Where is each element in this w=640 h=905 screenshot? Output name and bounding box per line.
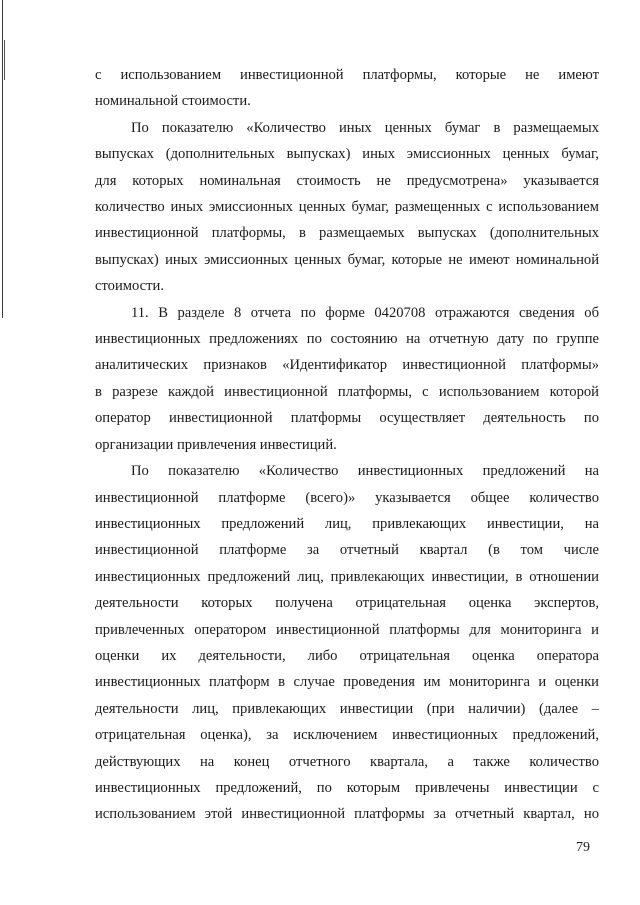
- text-line: деятельности которых получена отрицательная оценка экспертов,: [95, 595, 599, 612]
- scan-edge-mark-secondary: [4, 40, 5, 80]
- text-line: организации привлечения инвестиций.: [95, 436, 337, 453]
- text-line: инвестиционных предложениях по состоянию на отчетную дату по группе: [95, 331, 599, 348]
- paragraph-section-8: [95, 300, 599, 458]
- text-line: инвестиционных предложений лиц, привлекающих инвестиции, в отношении: [95, 568, 599, 585]
- text-line: инвестиционной платформе (всего)» указывается общее количество: [95, 489, 599, 506]
- text-line: привлеченных оператором инвестиционной платформы для мониторинга и: [95, 621, 599, 638]
- text-line: для которых номинальная стоимость не предусмотрена» указывается: [95, 172, 599, 189]
- text-line: выпусках (дополнительных выпусках) иных эмиссионных ценных бумаг,: [95, 146, 599, 163]
- text-line: с использованием инвестиционной платформы, которые не имеют: [95, 67, 599, 83]
- text-line: оператор инвестиционной платформы осуществляет деятельность по: [95, 410, 599, 427]
- text-line: аналитических признаков «Идентификатор инвестиционной платформы»: [95, 357, 599, 374]
- text-line: инвестиционных предложений лиц, привлекающих инвестиции, на: [95, 515, 599, 532]
- paragraph-continuation: [95, 62, 599, 115]
- text-line: инвестиционной платформы, в размещаемых выпусках (дополнительных: [95, 225, 599, 242]
- text-line: стоимости.: [95, 278, 164, 295]
- text-line: По показателю «Количество инвестиционных предложений на: [131, 463, 599, 480]
- text-line: номинальной стоимости.: [95, 93, 251, 110]
- text-line: инвестиционной платформе за отчетный квартал (в том числе: [95, 542, 599, 559]
- text-line: инвестиционных предложений, по которым привлечены инвестиции с: [95, 779, 599, 796]
- scan-edge-mark: [2, 0, 3, 318]
- paragraph-other-securities-count: [95, 115, 599, 300]
- text-line: 11. В разделе 8 отчета по форме 0420708 отражаются сведения об: [131, 304, 599, 321]
- document-body: [95, 62, 599, 828]
- text-line: количество иных эмиссионных ценных бумаг, размещенных с использованием: [95, 199, 599, 216]
- text-line: в разрезе каждой инвестиционной платформы, с использованием которой: [95, 383, 599, 400]
- text-line: деятельности лиц, привлекающих инвестиции (при наличии) (далее –: [95, 700, 599, 717]
- text-line: По показателю «Количество иных ценных бумаг в размещаемых: [131, 119, 599, 136]
- text-line: оценки их деятельности, либо отрицательная оценка оператора: [95, 647, 599, 664]
- text-line: инвестиционных платформ в случае проведения им мониторинга и оценки: [95, 674, 599, 691]
- page-number: 79: [576, 840, 590, 855]
- text-line: использованием этой инвестиционной платформы за отчетный квартал, но: [95, 806, 599, 823]
- text-line: выпусках) иных эмиссионных ценных бумаг, которые не имеют номинальной: [95, 251, 599, 268]
- text-line: действующих на конец отчетного квартала, а также количество: [95, 753, 599, 770]
- text-line: отрицательная оценка), за исключением инвестиционных предложений,: [95, 727, 599, 744]
- paragraph-investment-proposals-count: [95, 458, 599, 828]
